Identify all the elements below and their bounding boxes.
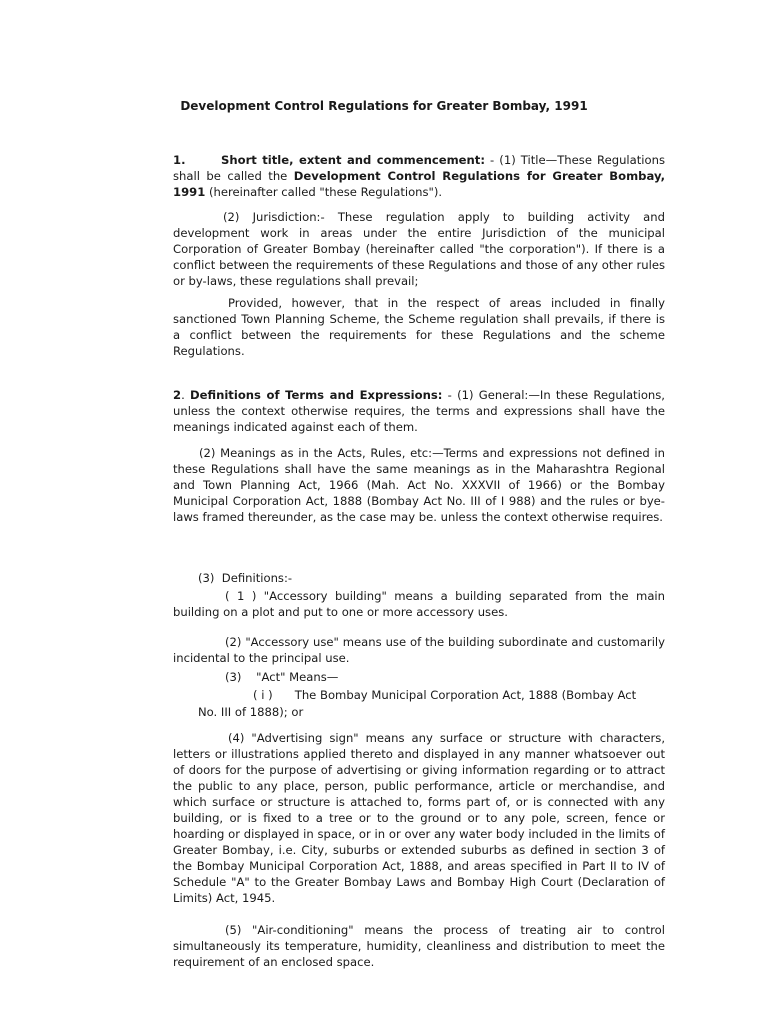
section-1-lead: - (1) Title—These Regulations shall be called the xyxy=(173,153,665,183)
definition-act-item-i: ( i ) The Bombay Municipal Corporation Act, 1888 (Bombay Act xyxy=(253,688,637,702)
section-2-number: 2 xyxy=(173,388,182,402)
definition-advertising-sign: (4) "Advertising sign" means any surface or structure with characters, letters or illustrations applied thereto and displayed in any manner whatsoever out of doors for the purpose of advertising or giving information regarding or to attract the public to any place, person, public performance, article or merchandise, and which surface or structure is attached to, forms part of, or is connected with any building, or is fixed to a tree or to the ground or to any pole, screen, fence or hoarding or displayed in space, or in or over any water body included in the limits of Greater Bombay, i.e. City, suburbs or extended suburbs as defined in section 3 of the Bombay Municipal Corporation Act, 1888, and areas specified in Part II to IV of Schedule "A" to the Greater Bombay Laws and Bombay High Court (Declaration of Limits) Act, 1945. xyxy=(173,731,665,905)
jurisdiction-paragraph: (2) Jurisdiction:- These regulation apply to building activity and development work in areas under the entire Jurisdiction of the municipal Corporation of Greater Bombay (hereinafter called "the corporation"). If there is a conflict between the requirements of these Regulations and those of any other rules or by-laws, these regulations shall prevail; xyxy=(173,210,665,288)
section-2-text: - (1) General:—In these Regulations, unless the context otherwise requires, the terms and expressions shall have the meanings indicated against each of them. xyxy=(173,388,665,434)
section-1-tail: (hereinafter called "these Regulations"). xyxy=(205,185,443,199)
regulations-name: Development Control Regulations for Greater Bombay, 1991 xyxy=(173,169,666,199)
definition-act: (3) "Act" Means— xyxy=(225,670,339,684)
definitions-heading: (3) Definitions:- xyxy=(198,571,293,585)
definition-accessory-building: ( 1 ) "Accessory building" means a building separated from the main building on a plot and put to one or more accessory uses. xyxy=(173,589,665,619)
section-1-paragraph xyxy=(173,152,665,200)
proviso-paragraph: Provided, however, that in the respect of areas included in finally sanctioned Town Planning Scheme, the Scheme regulation shall prevails, if there is a conflict between the requirements for these Regulations and the scheme Regulations. xyxy=(173,296,665,358)
definition-act-item-i-continued: No. III of 1888); or xyxy=(198,705,304,719)
section-1-number: 1. xyxy=(173,153,186,167)
section-2-heading: Definitions of Terms and Expressions: xyxy=(190,388,443,402)
section-1-heading: Short title, extent and commencement: xyxy=(221,153,485,167)
meanings-paragraph: (2) Meanings as in the Acts, Rules, etc:—Terms and expressions not defined in these Regulations shall have the same meanings as in the Maharashtra Regional and Town Planning Act, 1966 (Mah. Act No. XXXVII of 1966) or the Bombay Municipal Corporation Act, 1888 (Bombay Act No. III of I 988) and the rules or bye-laws framed thereunder, as the case may be. unless the context otherwise requires. xyxy=(173,446,665,524)
definition-air-conditioning: (5) "Air-conditioning" means the process of treating air to control simultaneously its temperature, humidity, cleanliness and distribution to meet the requirement of an enclosed space. xyxy=(173,923,665,969)
section-2-paragraph: 2. Definitions of Terms and Expressions: - (1) General:—In these Regulations, unless the context otherwise requires, the terms and expressions shall have the meanings indicated against each of them. xyxy=(173,388,665,434)
definition-accessory-use: (2) "Accessory use" means use of the building subordinate and customarily incidental to the principal use. xyxy=(173,635,665,665)
page-title: Development Control Regulations for Greater Bombay, 1991 xyxy=(180,99,588,113)
